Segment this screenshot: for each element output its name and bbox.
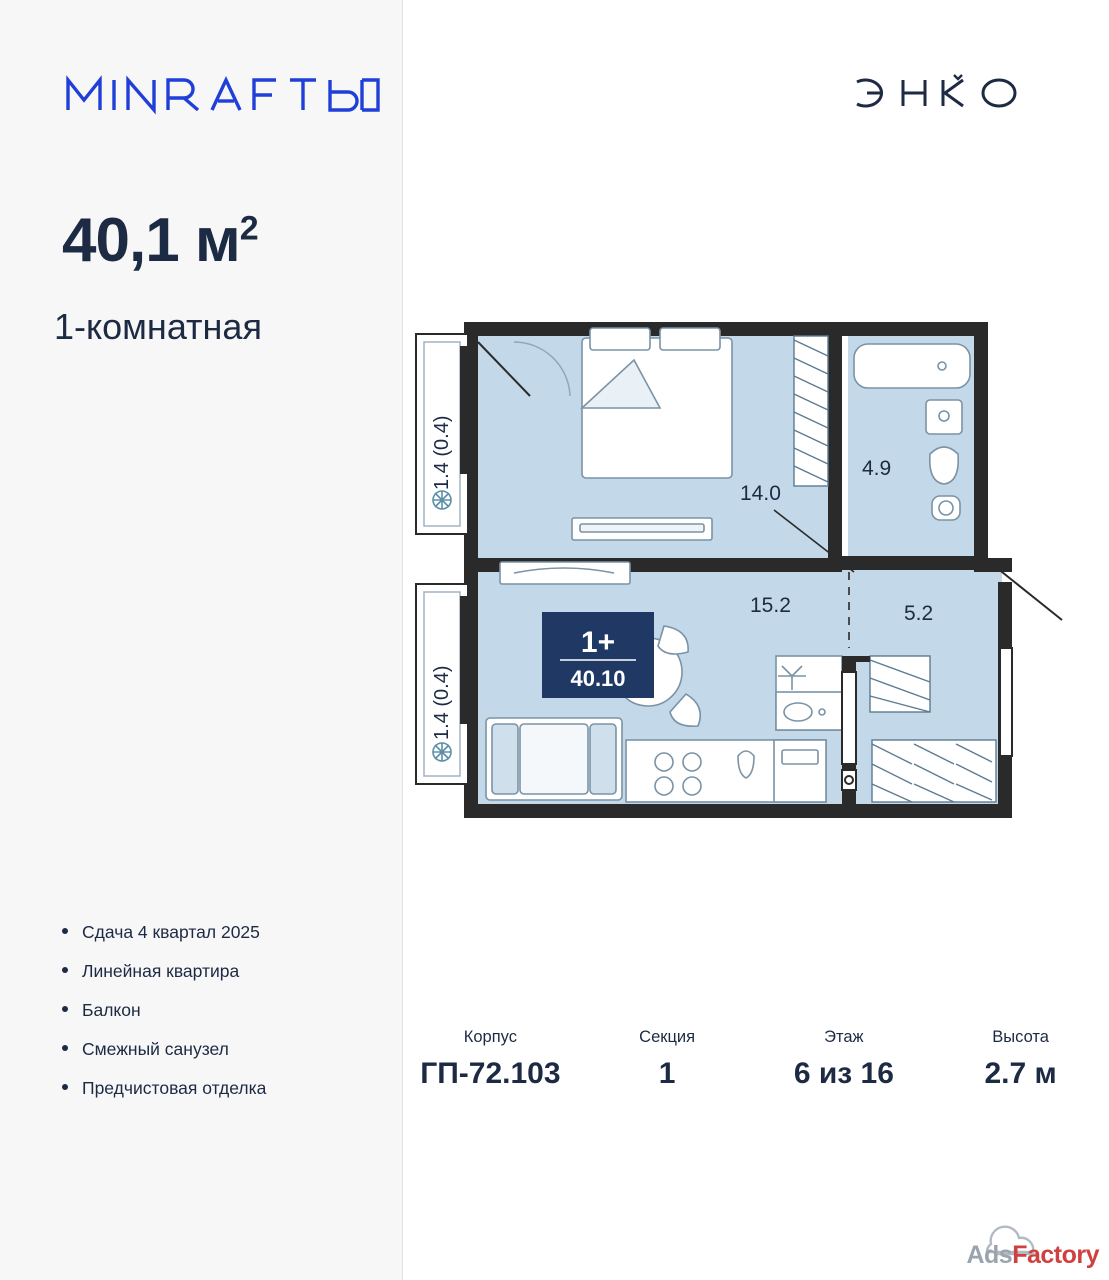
rooms-count-label: 1-комнатная	[54, 306, 262, 347]
feature-label: Смежный санузел	[82, 1039, 229, 1059]
floor-plan-drawing	[402, 300, 1109, 900]
spec-value: ГП-72.103	[420, 1057, 561, 1090]
specs-row	[402, 1028, 1109, 1091]
feature-label: Сдача 4 квартал 2025	[82, 922, 260, 942]
bullet-icon	[62, 928, 68, 934]
spec-floor	[756, 1028, 933, 1091]
svg-text:40.10: 40.10	[570, 666, 626, 691]
info-panel	[0, 0, 403, 1280]
features-list	[62, 922, 382, 1117]
developer-logo-enko	[851, 72, 1031, 118]
spec-value: 2.7 м	[984, 1057, 1057, 1090]
spec-value: 6 из 16	[793, 1057, 894, 1090]
bullet-icon	[62, 967, 68, 973]
feature-label: Балкон	[82, 1000, 141, 1020]
brand-logo-miriady	[62, 66, 382, 128]
watermark-main: Ads	[966, 1241, 1013, 1269]
area-value: 40,1	[62, 206, 179, 275]
balcony-label-bottom: 1.4 (0.4)	[431, 665, 453, 740]
list-item	[62, 1039, 382, 1060]
list-item	[62, 961, 382, 982]
watermark-accent: Factory	[1012, 1241, 1099, 1269]
spec-label: Корпус	[463, 1028, 517, 1046]
bullet-icon	[62, 1006, 68, 1012]
apartment-badge	[542, 612, 654, 698]
spec-building	[402, 1028, 579, 1091]
bullet-icon	[62, 1045, 68, 1051]
area-unit: м	[194, 206, 240, 275]
svg-text:1+: 1+	[580, 626, 616, 659]
list-item	[62, 1078, 382, 1099]
spec-height	[932, 1028, 1109, 1091]
feature-label: Линейная квартира	[82, 961, 240, 981]
feature-label: Предчистовая отделка	[82, 1078, 267, 1098]
room-area-bedroom: 14.0	[740, 482, 781, 505]
room-area-living-kitchen: 15.2	[750, 594, 791, 617]
area-unit-sup: 2	[239, 209, 258, 248]
bullet-icon	[62, 1084, 68, 1090]
room-area-hall: 5.2	[904, 602, 934, 625]
spec-label: Секция	[639, 1028, 696, 1046]
list-item	[62, 1000, 382, 1021]
spec-section	[579, 1028, 756, 1091]
spec-label: Высота	[992, 1028, 1049, 1046]
spec-label: Этаж	[824, 1028, 864, 1046]
list-item	[62, 922, 382, 943]
watermark-label	[966, 1241, 1099, 1270]
room-area-bathroom: 4.9	[862, 457, 892, 480]
spec-value: 1	[658, 1057, 676, 1090]
balcony-label-top: 1.4 (0.4)	[431, 415, 453, 490]
apartment-area	[62, 206, 258, 275]
